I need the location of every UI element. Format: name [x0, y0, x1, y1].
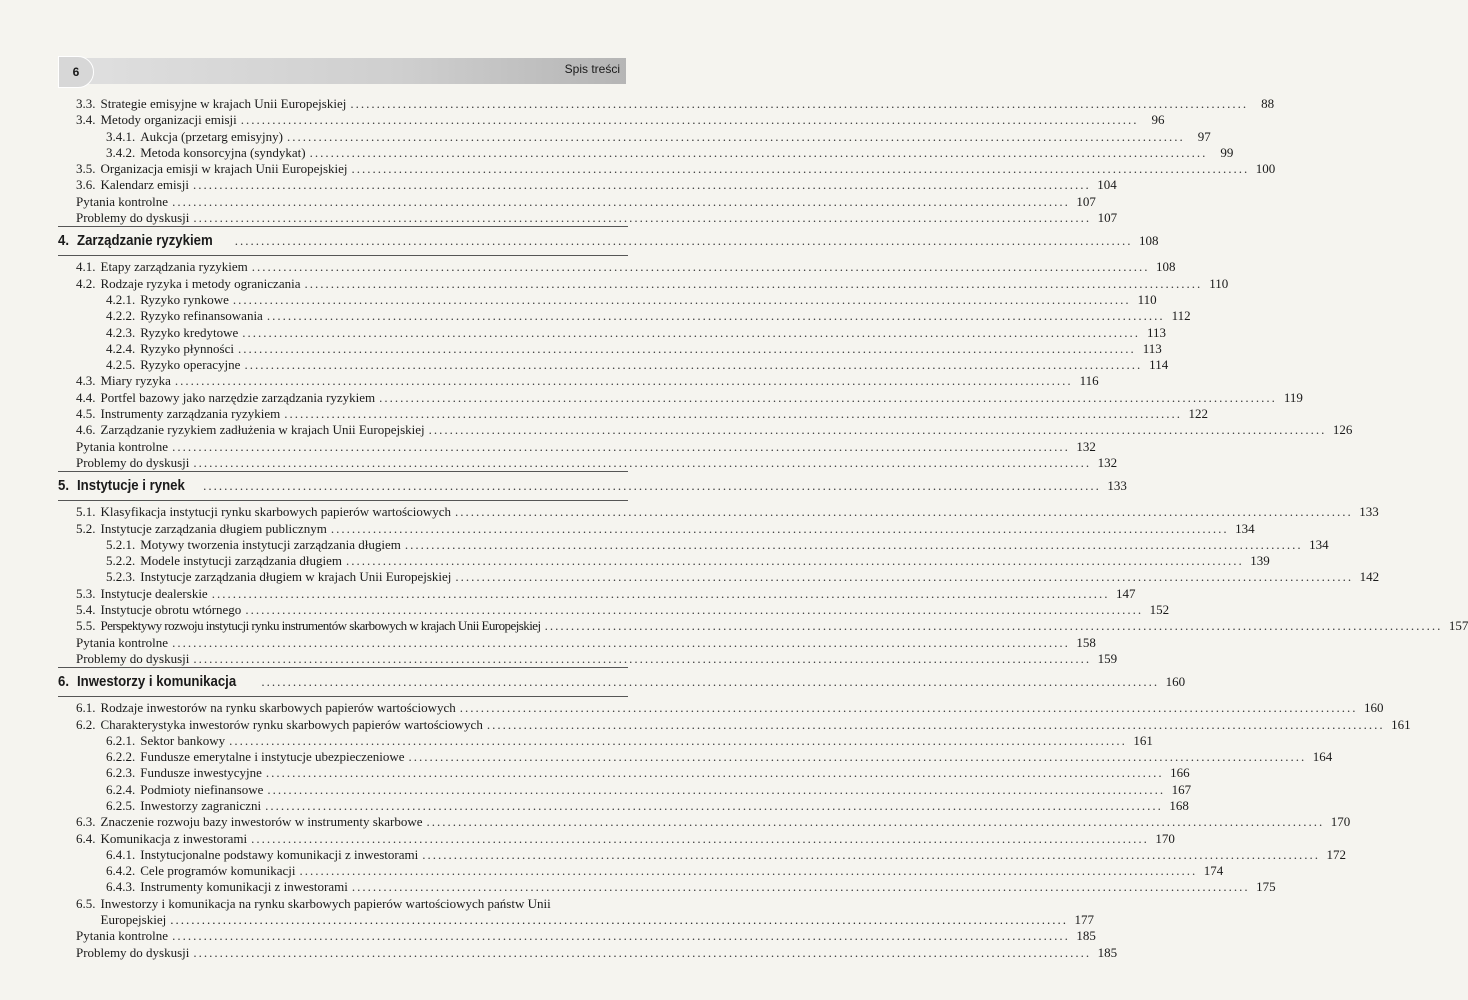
- toc-entry-title: Kalendarz emisji: [100, 177, 189, 193]
- toc-entry-number: 4.3.: [76, 373, 96, 389]
- dot-leader: [244, 357, 1142, 373]
- toc-entry-title: Ryzyko rynkowe: [140, 291, 229, 307]
- toc-entry-title: Ryzyko płynności: [140, 340, 234, 356]
- dot-leader: [545, 618, 1443, 634]
- toc-entry: [58, 602, 1170, 618]
- toc-entry-number: 6.2.1.: [106, 732, 136, 748]
- toc-entry: [58, 210, 1118, 226]
- toc-entry-title-continued: Europejskiej: [100, 912, 167, 928]
- dot-leader: [261, 671, 1159, 693]
- toc-entry-page: 126: [1332, 422, 1353, 438]
- toc-entry-number: 4.1.: [76, 259, 96, 275]
- toc-entry-title: Ryzyko kredytowe: [140, 324, 239, 340]
- dot-leader: [331, 521, 1229, 537]
- toc-entry: [58, 324, 1167, 341]
- toc-entry-page: 99: [1220, 144, 1234, 160]
- dot-leader: [310, 145, 1208, 161]
- toc-entry-page: 112: [1171, 308, 1191, 324]
- dot-leader: [487, 717, 1385, 733]
- dot-leader: [429, 422, 1327, 438]
- running-header-title: Spis treści: [564, 62, 620, 76]
- toc-entry: [58, 389, 1303, 406]
- toc-entry-title: Portfel bazowy jako narzędzie zarządzania ryzykiem: [100, 389, 376, 405]
- toc-entry-title: Motywy tworzenia instytucji zarządzania długiem: [140, 536, 401, 552]
- toc-entry: [58, 781, 1192, 798]
- toc-entry-title: Rodzaje inwestorów na rynku skarbowych papierów wartościowych: [100, 700, 456, 716]
- toc-entry-number: 6.2.5.: [106, 797, 136, 813]
- toc-entry-title: Fundusze emerytalne i instytucje ubezpieczeniowe: [140, 749, 405, 765]
- toc-entry-title: Cele programów komunikacji: [140, 863, 296, 879]
- toc-entry: [58, 830, 1175, 847]
- dot-leader: [422, 847, 1320, 863]
- dot-leader: [245, 602, 1143, 618]
- toc-entry: [58, 650, 1118, 667]
- toc-entry-number: 4.: [58, 232, 70, 250]
- toc-entry-title: Pytania kontrolne: [76, 193, 169, 209]
- toc-entry: [58, 177, 1117, 193]
- toc-entry-title: Etapy zarządzania ryzykiem: [100, 259, 248, 275]
- toc-entry-number: 5.4.: [76, 602, 96, 618]
- toc-entry-page: 152: [1149, 602, 1170, 618]
- toc-entry-page: 142: [1359, 569, 1380, 585]
- dot-leader: [172, 928, 1070, 944]
- toc-entry: [58, 161, 1276, 177]
- toc-entry: [58, 928, 1096, 944]
- toc-entry: [58, 128, 1211, 145]
- toc-entry-number: 6.2.: [76, 716, 96, 732]
- toc-entry-title: Instytucjonalne podstawy komunikacji z inwestorami: [140, 846, 419, 862]
- toc-entry-page: 170: [1330, 814, 1351, 830]
- toc-entry: [58, 291, 1157, 308]
- toc-entry-page: 157: [1448, 618, 1468, 634]
- toc-entry-page: 110: [1137, 291, 1157, 307]
- toc-entry: [58, 618, 1468, 634]
- toc-entry-page: 170: [1155, 830, 1175, 846]
- toc-entry-title: Inwestorzy i komunikacja na rynku skarbowych papierów wartościowych państw Unii: [100, 895, 551, 911]
- toc-entry-page: 96: [1151, 112, 1165, 128]
- dot-leader: [267, 308, 1165, 324]
- toc-entry: [58, 144, 1234, 161]
- toc-entry: [58, 112, 1165, 128]
- toc-entry-page: 177: [1074, 912, 1094, 928]
- toc-entry-page: 166: [1170, 765, 1190, 781]
- toc-entry-page: 100: [1255, 161, 1276, 177]
- toc-entry-title: Problemy do dyskusji: [76, 210, 190, 226]
- chapter-divider: [58, 226, 628, 227]
- toc-entry: [58, 536, 1329, 553]
- dot-leader: [284, 406, 1182, 422]
- toc-entry-number: 6.4.: [76, 830, 96, 846]
- toc-entry-title: Klasyfikacja instytucji rynku skarbowych papierów wartościowych: [100, 504, 452, 520]
- toc-entry-page: 119: [1283, 389, 1303, 405]
- dot-leader: [235, 230, 1133, 252]
- dot-leader: [193, 945, 1091, 961]
- toc-entry: [58, 454, 1118, 471]
- toc-entry-page: 159: [1097, 650, 1118, 666]
- toc-entry-title: Zarządzanie ryzykiem: [76, 232, 213, 250]
- toc-entry-title: Perspektywy rozwoju instytucji rynku instrumentów skarbowych w krajach Unii Europejskiej: [100, 618, 541, 634]
- toc-entry-title: Komunikacja z inwestorami: [100, 830, 248, 846]
- toc-entry: [58, 814, 1351, 830]
- toc-entry-number: 3.4.2.: [106, 144, 136, 160]
- toc-entry-title: Organizacja emisji w krajach Unii Europejskiej: [100, 161, 348, 177]
- dot-leader: [427, 814, 1325, 830]
- toc-entry-title: Problemy do dyskusji: [76, 650, 190, 666]
- toc-entry: [58, 259, 1176, 275]
- toc-entry-page: 168: [1169, 797, 1189, 813]
- toc-entry-number: 4.6.: [76, 422, 96, 438]
- toc-entry-title: Pytania kontrolne: [76, 928, 169, 944]
- toc-entry-page: 167: [1171, 781, 1192, 797]
- dot-leader: [229, 733, 1127, 749]
- toc-entry-title: Inwestorzy i komunikacja: [76, 673, 236, 691]
- dot-leader: [408, 749, 1306, 765]
- toc-entry: [58, 308, 1191, 324]
- toc-entry-page: 158: [1076, 634, 1096, 650]
- toc-entry-title: Podmioty niefinansowe: [140, 781, 264, 797]
- toc-entry-page: 139: [1250, 553, 1270, 569]
- toc-entry-page: 133: [1107, 478, 1127, 494]
- toc-entry-page: 161: [1133, 732, 1153, 748]
- toc-entry-title: Instytucje zarządzania długiem publicznym: [100, 520, 327, 536]
- dot-leader: [170, 912, 1068, 928]
- toc-entry-number: 4.2.3.: [106, 324, 136, 340]
- toc-entry-page: 161: [1391, 716, 1411, 732]
- dot-leader: [212, 586, 1110, 602]
- toc-entry-page: 134: [1235, 520, 1255, 536]
- toc-entry: [58, 797, 1189, 814]
- toc-entry-page: 185: [1076, 928, 1096, 944]
- chapter-divider: [58, 696, 628, 697]
- toc-entry: [58, 749, 1333, 765]
- toc-entry-title: Fundusze inwestycyjne: [140, 765, 262, 781]
- toc-entry-number: 3.3.: [76, 96, 96, 111]
- dot-leader: [193, 177, 1091, 193]
- toc-entry: [58, 944, 1118, 961]
- toc-entry-title: Instytucje zarządzania długiem w krajach Unii Europejskiej: [140, 569, 452, 585]
- toc-entry-number: 6.4.2.: [106, 863, 136, 879]
- toc-entry-page: 122: [1188, 406, 1208, 422]
- dot-leader: [460, 700, 1358, 716]
- toc-entry-number: 5.1.: [76, 504, 96, 520]
- toc-entry-number: 6.2.2.: [106, 749, 136, 765]
- toc-entry-page: 185: [1097, 944, 1118, 960]
- dot-leader: [193, 651, 1091, 667]
- toc-entry-title: Metoda konsorcyjna (syndykat): [140, 144, 306, 160]
- toc-entry: [58, 193, 1096, 210]
- toc-entry: [58, 520, 1255, 537]
- chapter-divider: [58, 500, 628, 501]
- toc-entry-number: 5.5.: [76, 618, 96, 634]
- toc-entry-page: 97: [1197, 128, 1211, 144]
- toc-entry-title: Sektor bankowy: [140, 732, 226, 748]
- toc-entry-number: 6.2.3.: [106, 765, 136, 781]
- toc-entry-number: 6.2.4.: [106, 781, 136, 797]
- chapter-divider: [58, 667, 628, 668]
- toc-entry: [58, 569, 1380, 585]
- header-bar: [60, 58, 626, 84]
- toc-entry-number: 5.2.3.: [106, 569, 136, 585]
- toc-chapter: [58, 230, 1159, 252]
- toc-entry: [58, 422, 1353, 438]
- toc-entry-page: 160: [1363, 700, 1384, 716]
- toc-entry-title: Strategie emisyjne w krajach Unii Europejskiej: [100, 96, 347, 111]
- toc-entry-title: Problemy do dyskusji: [76, 454, 190, 470]
- dot-leader: [251, 831, 1149, 847]
- dot-leader: [350, 96, 1248, 112]
- toc-entry: [58, 732, 1153, 749]
- toc-entry-number: 3.6.: [76, 177, 96, 193]
- toc-entry-number: 5.2.1.: [106, 536, 136, 552]
- page-number: 6: [58, 56, 94, 88]
- toc-entry-title: Instrumenty komunikacji z inwestorami: [140, 879, 348, 895]
- toc-entry-number: 3.4.: [76, 112, 96, 128]
- toc-entry-number: 6.1.: [76, 700, 96, 716]
- toc-entry: [58, 716, 1411, 733]
- toc-entry-number: 5.3.: [76, 585, 96, 601]
- toc-entry-title: Instrumenty zarządzania ryzykiem: [100, 406, 281, 422]
- toc-entry-page: 175: [1256, 879, 1276, 895]
- toc-entry-number: 6.4.3.: [106, 879, 136, 895]
- toc-entry: [58, 585, 1136, 602]
- toc-entry: [58, 340, 1162, 357]
- toc-entry: [58, 438, 1096, 455]
- dot-leader: [352, 879, 1250, 895]
- table-of-contents: [58, 96, 1468, 961]
- toc-entry: [58, 879, 1276, 895]
- toc-entry-page: 113: [1147, 324, 1167, 340]
- toc-entry-title: Ryzyko operacyjne: [140, 357, 241, 373]
- toc-entry: [58, 846, 1346, 863]
- dot-leader: [193, 455, 1091, 471]
- chapter-divider: [58, 255, 628, 256]
- toc-entry-page: 116: [1079, 373, 1099, 389]
- toc-entry-number: 3.4.1.: [106, 128, 136, 144]
- toc-entry-page: 132: [1076, 438, 1096, 454]
- toc-entry: [58, 765, 1190, 781]
- toc-entry-page: 107: [1097, 210, 1118, 226]
- toc-entry-page: 133: [1359, 504, 1379, 520]
- toc-entry-number: 4.2.4.: [106, 340, 136, 356]
- dot-leader: [233, 292, 1131, 308]
- toc-entry-title: Modele instytucji zarządzania długiem: [140, 553, 343, 569]
- toc-entry: [58, 96, 1275, 112]
- toc-entry-title: Zarządzanie ryzykiem zadłużenia w krajach Unii Europejskiej: [100, 422, 425, 438]
- dot-leader: [379, 390, 1277, 406]
- toc-entry-number: 6.3.: [76, 814, 96, 830]
- toc-entry: [58, 863, 1224, 879]
- dot-leader: [300, 863, 1198, 879]
- chapter-divider: [58, 471, 628, 472]
- toc-entry-title: Znaczenie rozwoju bazy inwestorów w instrumenty skarbowe: [100, 814, 423, 830]
- dot-leader: [346, 553, 1244, 569]
- toc-entry-page: 174: [1203, 863, 1224, 879]
- toc-entry-title: Miary ryzyka: [100, 373, 171, 389]
- dot-leader: [455, 504, 1353, 520]
- toc-entry-page: 172: [1326, 846, 1346, 862]
- toc-entry-title: Instytucje obrotu wtórnego: [100, 602, 242, 618]
- dot-leader: [265, 798, 1163, 814]
- dot-leader: [241, 112, 1139, 128]
- dot-leader: [266, 765, 1164, 781]
- toc-entry-number: 6.4.1.: [106, 846, 136, 862]
- toc-entry-number: 4.2.1.: [106, 291, 136, 307]
- toc-entry-page: 134: [1309, 536, 1329, 552]
- toc-entry-number: 4.4.: [76, 389, 96, 405]
- toc-entry-page: 88: [1261, 96, 1275, 111]
- dot-leader: [304, 276, 1202, 292]
- toc-entry-page: 160: [1165, 674, 1186, 690]
- toc-entry-page: 114: [1149, 357, 1169, 373]
- toc-entry-page: 147: [1115, 585, 1136, 601]
- dot-leader: [455, 569, 1353, 585]
- toc-entry-number: 4.5.: [76, 406, 96, 422]
- toc-entry-number: 4.2.2.: [106, 308, 136, 324]
- toc-entry-page: 132: [1097, 454, 1118, 470]
- dot-leader: [242, 325, 1140, 341]
- dot-leader: [172, 439, 1070, 455]
- toc-entry-title: Metody organizacji emisji: [100, 112, 237, 128]
- dot-leader: [203, 475, 1101, 497]
- toc-entry-title: Problemy do dyskusji: [76, 944, 190, 960]
- dot-leader: [238, 341, 1136, 357]
- toc-entry: [58, 504, 1379, 520]
- toc-entry-title: Ryzyko refinansowania: [140, 308, 263, 324]
- dot-leader: [252, 259, 1150, 275]
- toc-entry: [58, 406, 1208, 422]
- toc-entry-number: 5.: [58, 477, 70, 495]
- toc-entry-title: Rodzaje ryzyka i metody ograniczania: [100, 275, 301, 291]
- toc-entry-number: 6.: [58, 673, 70, 691]
- toc-entry: [58, 700, 1384, 716]
- dot-leader: [405, 537, 1303, 553]
- dot-leader: [352, 161, 1250, 177]
- toc-entry-page: 108: [1156, 259, 1176, 275]
- toc-chapter: [58, 671, 1186, 693]
- toc-entry: [58, 357, 1169, 373]
- dot-leader: [193, 210, 1091, 226]
- dot-leader: [267, 782, 1165, 798]
- dot-leader: [175, 373, 1073, 389]
- toc-entry-title: Pytania kontrolne: [76, 438, 169, 454]
- toc-entry-title: Pytania kontrolne: [76, 634, 169, 650]
- toc-entry-page: 164: [1312, 749, 1333, 765]
- toc-entry-title: Aukcja (przetarg emisyjny): [140, 128, 283, 144]
- toc-entry-number: 3.5.: [76, 161, 96, 177]
- toc-entry-page: 110: [1209, 275, 1229, 291]
- dot-leader: [172, 194, 1070, 210]
- toc-entry-page: 108: [1139, 233, 1159, 249]
- toc-entry: [58, 634, 1096, 651]
- toc-entry: [58, 373, 1099, 389]
- toc-entry-title: Instytucje i rynek: [76, 477, 185, 495]
- dot-leader: [287, 129, 1185, 145]
- toc-entry-page: 104: [1097, 177, 1117, 193]
- toc-entry-number: 6.5.: [76, 895, 96, 911]
- toc-entry-number: 5.2.: [76, 520, 96, 536]
- toc-entry: [58, 553, 1270, 569]
- toc-entry-page: 107: [1076, 193, 1096, 209]
- toc-entry-title: Inwestorzy zagraniczni: [140, 797, 262, 813]
- toc-entry-title: Charakterystyka inwestorów rynku skarbowych papierów wartościowych: [100, 716, 483, 732]
- toc-entry-number: 4.2.5.: [106, 357, 136, 373]
- toc-chapter: [58, 475, 1127, 497]
- dot-leader: [172, 635, 1070, 651]
- toc-entry-number: 4.2.: [76, 275, 96, 291]
- toc-entry-page: 113: [1142, 340, 1162, 356]
- toc-entry-title: Instytucje dealerskie: [100, 585, 208, 601]
- toc-entry-number: 5.2.2.: [106, 553, 136, 569]
- toc-entry: [58, 275, 1229, 292]
- toc-entry: [58, 895, 1094, 929]
